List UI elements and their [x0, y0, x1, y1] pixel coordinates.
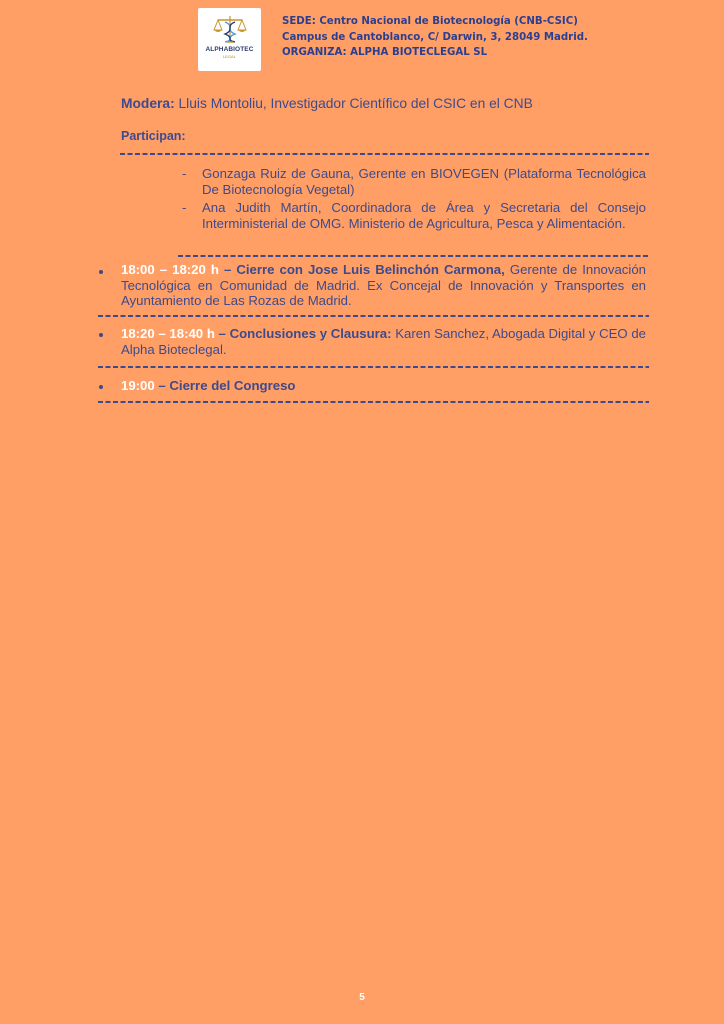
- agenda-time: 18:20 – 18:40 h: [121, 326, 215, 341]
- divider: [98, 366, 649, 368]
- participant-item: Gonzaga Ruiz de Gauna, Gerente en BIOVEGEN (Plataforma Tecnológica De Biotecnología Vegetal): [202, 166, 646, 197]
- agenda-desc: Gerente de Innovación Tecnológica en Comunidad de Madrid. Ex Concejal de Innovación y Transportes en Ayuntamiento de Las Rozas de Madrid.: [121, 262, 646, 308]
- agenda-title: Cierre con Jose Luis Belinchón Carmona,: [236, 262, 505, 277]
- agenda-desc: Karen Sanchez, Abogada Digital y CEO de Alpha Bioteclegal.: [121, 326, 646, 357]
- moderator-line: [121, 96, 533, 112]
- logo-wordmark: ALPHABIOTEC: [205, 46, 254, 53]
- divider: [120, 153, 649, 155]
- participant-marker: -: [182, 166, 187, 181]
- agenda-title: Conclusiones y Clausura:: [229, 326, 392, 341]
- moderator-label: Modera:: [121, 96, 175, 111]
- participant-item: Ana Judith Martín, Coordinadora de Área y Secretaria del Consejo Interministerial de OMG. Ministerio de Agricultura, Pesca y Alimentación.: [202, 200, 646, 231]
- address-line: Campus de Cantoblanco, C/ Darwin, 3, 28049 Madrid.: [282, 31, 588, 43]
- bullet-icon: [99, 270, 103, 274]
- venue-header: [282, 14, 588, 61]
- venue-line: SEDE: Centro Nacional de Biotecnología (CNB-CSIC): [282, 16, 578, 27]
- divider: [178, 255, 648, 257]
- bullet-icon: [99, 333, 103, 337]
- bullet-icon: [99, 385, 103, 389]
- dna-scale-icon: [213, 14, 247, 44]
- agenda-item-end: 19:00 – Cierre del Congreso: [121, 378, 296, 393]
- agenda-time: 18:00 – 18:20 h: [121, 262, 219, 277]
- participants-label: Participan:: [121, 129, 186, 143]
- moderator-text: Lluis Montoliu, Investigador Científico del CSIC en el CNB: [174, 96, 533, 111]
- page-number: 5: [359, 992, 365, 1003]
- agenda-title: Cierre del Congreso: [169, 378, 296, 393]
- divider: [98, 401, 649, 403]
- alphabiotec-logo: [198, 8, 261, 71]
- agenda-time: 19:00: [121, 378, 155, 393]
- participant-marker: -: [182, 200, 187, 215]
- logo-subtext: LEGAL: [223, 54, 236, 59]
- organizer-line: ORGANIZA: ALPHA BIOTECLEGAL SL: [282, 47, 488, 58]
- agenda-item-closing: 18:00 – 18:20 h – Cierre con Jose Luis Belinchón Carmona, Gerente de Innovación Tecnológica en Comunidad de Madrid. Ex Concejal de Innovación y Transportes en Ayuntamiento de Las Rozas de Madrid.: [121, 262, 646, 308]
- divider: [98, 315, 649, 317]
- agenda-item-conclusions: 18:20 – 18:40 h – Conclusiones y Clausura: Karen Sanchez, Abogada Digital y CEO de Alpha Bioteclegal.: [121, 326, 646, 357]
